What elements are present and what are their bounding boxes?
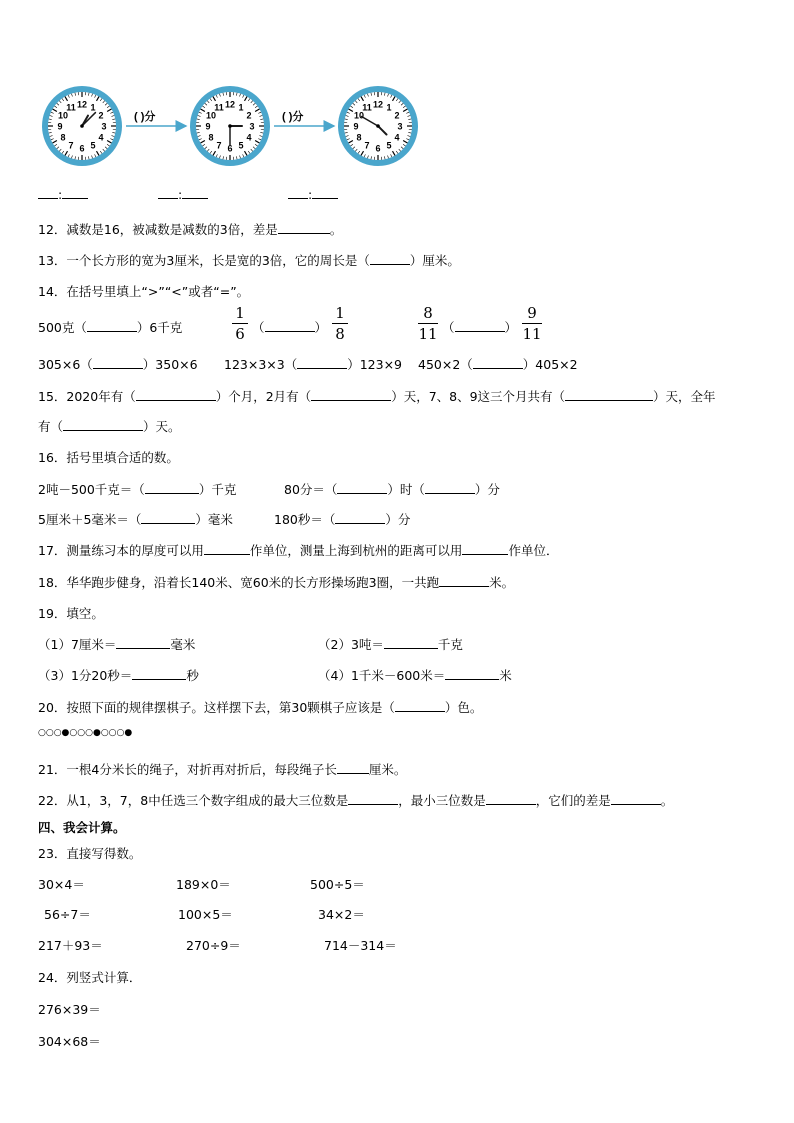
question-14: 14．在括号里填上“>”“<”或者“=”。 — [38, 284, 250, 299]
clock-number: 3 — [101, 121, 107, 132]
clock-number: 8 — [208, 132, 214, 143]
q16-row1: 2吨－500千克＝（ ）千克 — [38, 482, 237, 497]
clock-number: 2 — [246, 110, 252, 121]
fraction-1-8: 1 8 — [332, 304, 348, 343]
clock-number: 6 — [227, 143, 233, 154]
answer-blank[interactable] — [141, 511, 195, 524]
answer-blank[interactable] — [348, 792, 398, 805]
clock-number: 6 — [375, 143, 381, 154]
clock-number: 12 — [76, 99, 88, 110]
clock-number: 4 — [246, 132, 252, 143]
answer-blank[interactable] — [311, 388, 391, 401]
question-17: 17．测量练习本的厚度可以用 作单位，测量上海到杭州的距离可以用 作单位． — [38, 543, 559, 558]
clock-number: 7 — [364, 140, 370, 151]
answer-blank[interactable] — [297, 356, 347, 369]
q14-row2-c: 450×2（ ）405×2 — [418, 357, 578, 372]
clock-number: 11 — [362, 102, 372, 113]
answer-blank[interactable] — [473, 356, 523, 369]
question-18: 18．华华跑步健身，沿着长140米、宽60米的长方形操场跑3圈，一共跑 米。 — [38, 575, 515, 590]
clock-number: 7 — [68, 140, 74, 151]
clock-number: 3 — [397, 121, 403, 132]
calc-item: 30×4＝ — [38, 877, 85, 892]
clock-number: 8 — [356, 132, 362, 143]
answer-blank[interactable] — [337, 761, 369, 774]
calc-item: 34×2＝ — [318, 907, 365, 922]
answer-blank[interactable] — [93, 356, 143, 369]
clock-1 — [42, 86, 122, 166]
clock-number: 9 — [353, 121, 359, 132]
clock-number: 3 — [249, 121, 255, 132]
answer-blank[interactable] — [335, 511, 385, 524]
calc-item: 100×5＝ — [178, 907, 233, 922]
question-16: 16．括号里填合适的数。 — [38, 450, 179, 465]
q19-item-4: （4）1千米－600米＝ 米 — [318, 668, 512, 683]
question-24: 24．列竖式计算． — [38, 970, 142, 985]
q16-row1-b: 80分＝（ ）时（ ）分 — [284, 482, 500, 497]
clock-2 — [190, 86, 270, 166]
calc-item: 270÷9＝ — [186, 938, 241, 953]
clock-3 — [338, 86, 418, 166]
q14-row1-c-paren: （ ） — [442, 320, 518, 335]
question-21: 21．一根4分米长的绳子，对折再对折后，每段绳子长 厘米。 — [38, 762, 407, 777]
clock-center — [228, 124, 232, 128]
fraction-1-6: 1 6 — [232, 304, 248, 343]
clock-diagram — [38, 82, 438, 172]
q14-row1-b-paren: （ ） — [252, 320, 328, 335]
q14-row2-b: 123×3×3（ ）123×9 — [224, 357, 403, 372]
clock-number: 6 — [79, 143, 85, 154]
calc-item: 217＋93＝ — [38, 938, 103, 953]
question-12: 12．减数是16，被减数是减数的3倍，差是 。 — [38, 222, 343, 237]
answer-blank[interactable] — [278, 221, 330, 234]
calc-item: 189×0＝ — [176, 877, 231, 892]
question-20: 20．按照下面的规律摆棋子。这样摆下去，第30颗棋子应该是（ ）色。 — [38, 700, 483, 715]
clock-number: 10 — [353, 110, 364, 121]
answer-blank[interactable] — [204, 542, 250, 555]
clock-number: 5 — [238, 140, 244, 151]
clock-number: 1 — [90, 102, 96, 113]
answer-blank[interactable] — [384, 636, 438, 649]
clock-number: 1 — [386, 102, 392, 113]
vertical-calc-item: 304×68＝ — [38, 1034, 101, 1049]
question-22: 22．从1，3，7，8中任选三个数字组成的最大三位数是 ，最小三位数是 ，它们的差是 。 — [38, 793, 674, 808]
question-15: 15．2020年有（ ）个月，2月有（ ）天，7、8、9这三个月共有（ ）天，全年 — [38, 389, 716, 404]
answer-blank[interactable] — [370, 252, 410, 265]
clock-number: 11 — [66, 102, 76, 113]
q16-row2-b: 180秒＝（ ）分 — [274, 512, 411, 527]
answer-blank[interactable] — [611, 792, 661, 805]
calc-item: 56÷7＝ — [44, 907, 91, 922]
answer-blank[interactable] — [439, 574, 489, 587]
question-13: 13．一个长方形的宽为3厘米，长是宽的3倍，它的周长是（ ）厘米。 — [38, 253, 460, 268]
calc-item: 500÷5＝ — [310, 877, 365, 892]
clock-number: 10 — [205, 110, 216, 121]
fraction-8-11: 8 11 — [418, 304, 438, 343]
answer-blank[interactable] — [425, 481, 475, 494]
q14-row2-a: 305×6（ ）350×6 — [38, 357, 198, 372]
answer-blank[interactable] — [462, 542, 508, 555]
q19-item-1: （1）7厘米＝ 毫米 — [38, 637, 196, 652]
answer-blank[interactable] — [87, 319, 137, 332]
question-15-cont: 有（ ）天。 — [38, 419, 181, 434]
time-blank-3[interactable]: : — [288, 186, 338, 202]
q19-item-2: （2）3吨＝ 千克 — [318, 637, 463, 652]
q14-row1-a: 500克（ ）6千克 — [38, 320, 183, 335]
answer-blank[interactable] — [455, 319, 505, 332]
answer-blank[interactable] — [337, 481, 387, 494]
answer-blank[interactable] — [63, 418, 143, 431]
time-blank-1[interactable]: : — [38, 186, 88, 202]
clock-number: 11 — [214, 102, 224, 113]
answer-blank[interactable] — [145, 481, 199, 494]
clock-center — [376, 124, 380, 128]
clock-number: 12 — [224, 99, 236, 110]
answer-blank[interactable] — [116, 636, 170, 649]
clock-number: 9 — [205, 121, 211, 132]
answer-blank[interactable] — [136, 388, 216, 401]
q19-item-3: （3）1分20秒＝ 秒 — [38, 668, 199, 683]
answer-blank[interactable] — [445, 667, 499, 680]
calc-item: 714－314＝ — [324, 938, 397, 953]
arrow-label-2: ( )分 — [282, 111, 304, 123]
clock-number: 4 — [98, 132, 104, 143]
chess-pattern: ○○○●○○○●○○○● — [38, 728, 133, 738]
clock-number: 2 — [394, 110, 400, 121]
section-heading: 四、我会计算。 — [38, 820, 126, 835]
vertical-calc-item: 276×39＝ — [38, 1002, 101, 1017]
clock-number: 1 — [238, 102, 244, 113]
clock-number: 5 — [386, 140, 392, 151]
fraction-9-11: 9 11 — [522, 304, 542, 343]
answer-blank[interactable] — [486, 792, 536, 805]
q16-row2: 5厘米＋5毫米＝（ ）毫米 — [38, 512, 233, 527]
answer-blank[interactable] — [565, 388, 653, 401]
clock-number: 4 — [394, 132, 400, 143]
clock-number: 10 — [57, 110, 68, 121]
answer-blank[interactable] — [132, 667, 186, 680]
time-blank-2[interactable]: : — [158, 186, 208, 202]
answer-blank[interactable] — [395, 699, 445, 712]
clock-number: 9 — [57, 121, 63, 132]
question-23: 23．直接写得数。 — [38, 846, 142, 861]
clock-number: 2 — [98, 110, 104, 121]
answer-blank[interactable] — [265, 319, 315, 332]
clock-number: 7 — [216, 140, 222, 151]
question-19: 19．填空。 — [38, 606, 104, 621]
clock-number: 8 — [60, 132, 66, 143]
clock-center — [80, 124, 84, 128]
arrow-label-1: ( )分 — [134, 111, 156, 123]
clock-number: 5 — [90, 140, 96, 151]
clock-number: 12 — [372, 99, 384, 110]
